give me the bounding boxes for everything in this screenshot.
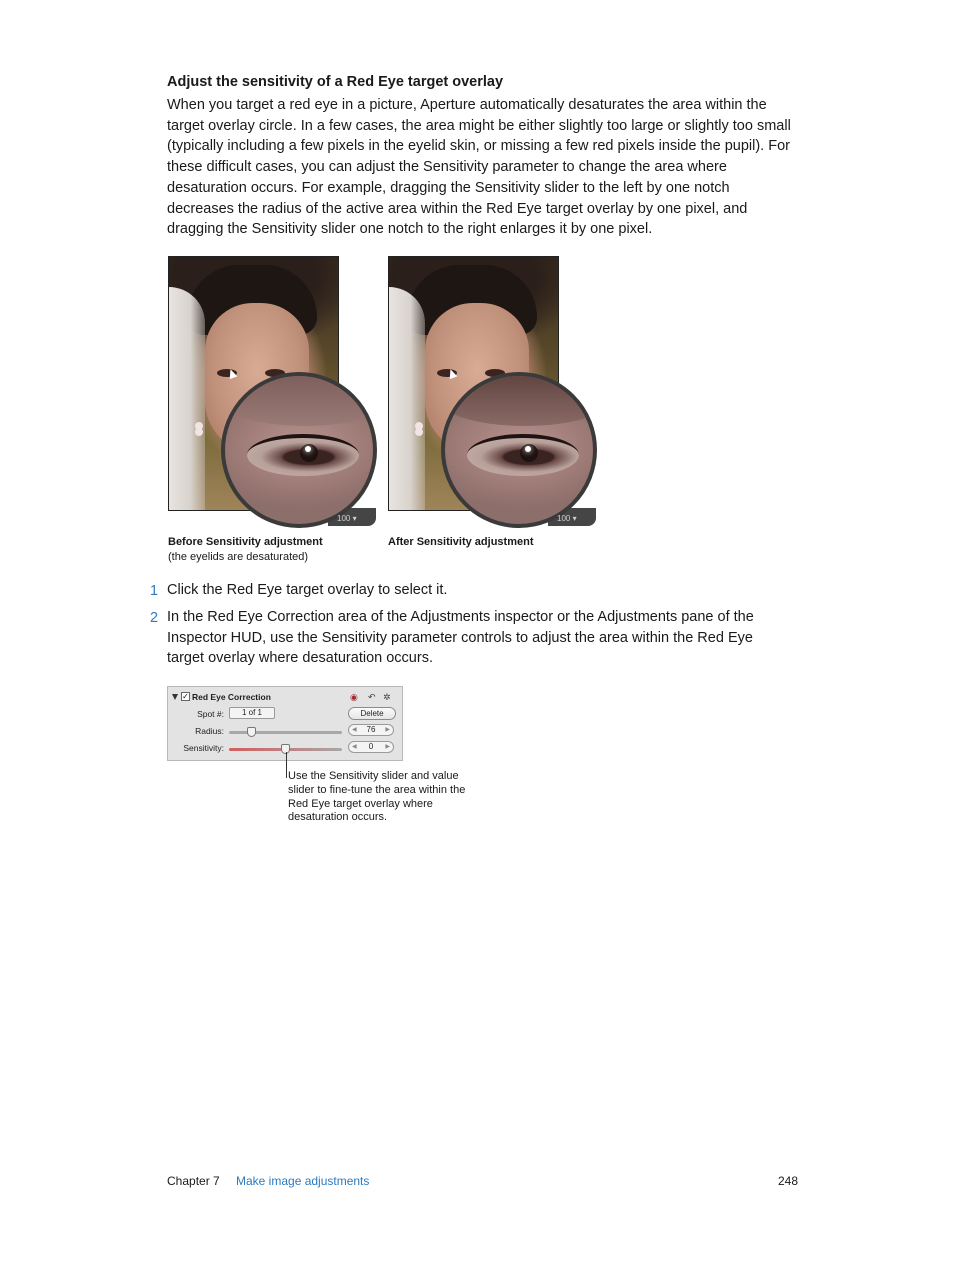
figure-caption-before: [168, 535, 378, 565]
red-eye-correction-panel: [167, 686, 403, 761]
zoom-level[interactable]: 100 ▾: [557, 514, 577, 523]
panel-title: Red Eye Correction: [192, 692, 271, 702]
footer-chapter: Chapter 7: [167, 1174, 220, 1188]
step-number: 2: [150, 610, 159, 626]
increment-arrow-icon[interactable]: ▶: [385, 744, 390, 750]
sensitivity-value[interactable]: 0: [368, 742, 374, 751]
sensitivity-label: Sensitivity:: [183, 743, 224, 753]
section-body: When you target a red eye in a picture, Aperture automatically desaturates the area within the target overlay circle. In a few cases, the area might be either slightly too large or slightly too small (typically including a few pixels in the eyelid skin, or missing a few red pixels inside the pupil). For these difficult cases, you can adjust the Sensitivity parameter to change the area where desaturation occurs. For example, dragging the Sensitivity slider to the left by one notch decreases the radius of the active area within the Red Eye target overlay by one pixel, and dragging the Sensitivity slider one notch to the right enlarges it by one pixel.: [167, 97, 791, 238]
enable-checkbox[interactable]: ✓: [182, 692, 189, 701]
radius-slider-thumb[interactable]: [247, 727, 256, 737]
caption-title: After Sensitivity adjustment: [388, 536, 534, 548]
page-number: 248: [777, 1174, 798, 1188]
undo-icon[interactable]: ↶: [368, 692, 376, 702]
loupe-after: [441, 372, 597, 528]
footer-chapter-link[interactable]: Make image adjustments: [236, 1174, 370, 1188]
spot-field: 1 of 1: [229, 707, 275, 719]
step-number: 1: [150, 583, 159, 599]
decrement-arrow-icon[interactable]: ◀: [352, 744, 357, 750]
loupe-before: [221, 372, 377, 528]
radius-label: Radius:: [195, 726, 224, 736]
spot-label: Spot #:: [197, 709, 224, 719]
section-heading: Adjust the sensitivity of a Red Eye target overlay: [167, 74, 504, 90]
increment-arrow-icon[interactable]: ▶: [385, 727, 390, 733]
caption-title: Before Sensitivity adjustment: [168, 536, 323, 548]
radius-value-slider[interactable]: [348, 724, 394, 736]
callout-text: Use the Sensitivity slider and value slider to fine-tune the area within the Red Eye target overlay where desaturation occurs.: [288, 770, 466, 824]
gear-icon[interactable]: ✲: [383, 692, 391, 702]
step-text: In the Red Eye Correction area of the Adjustments inspector or the Adjustments pane of the Inspector HUD, use the Sensitivity parameter controls to adjust the area within the Red Eye target overlay where desaturation occurs.: [167, 609, 754, 667]
caption-subtitle: (the eyelids are desaturated): [168, 551, 309, 563]
figure-caption-after: [388, 535, 598, 550]
delete-button[interactable]: Delete: [348, 707, 396, 720]
decrement-arrow-icon[interactable]: ◀: [352, 727, 357, 733]
radius-value[interactable]: 76: [366, 725, 376, 734]
step-text: Click the Red Eye target overlay to select it.: [167, 582, 448, 598]
sensitivity-value-slider[interactable]: [348, 741, 394, 753]
callout-line: [286, 752, 287, 778]
disclosure-triangle-icon[interactable]: [172, 694, 178, 700]
radius-slider-track[interactable]: [229, 731, 342, 734]
eye-icon[interactable]: ◉: [350, 692, 358, 702]
zoom-level[interactable]: 100 ▾: [337, 514, 357, 523]
